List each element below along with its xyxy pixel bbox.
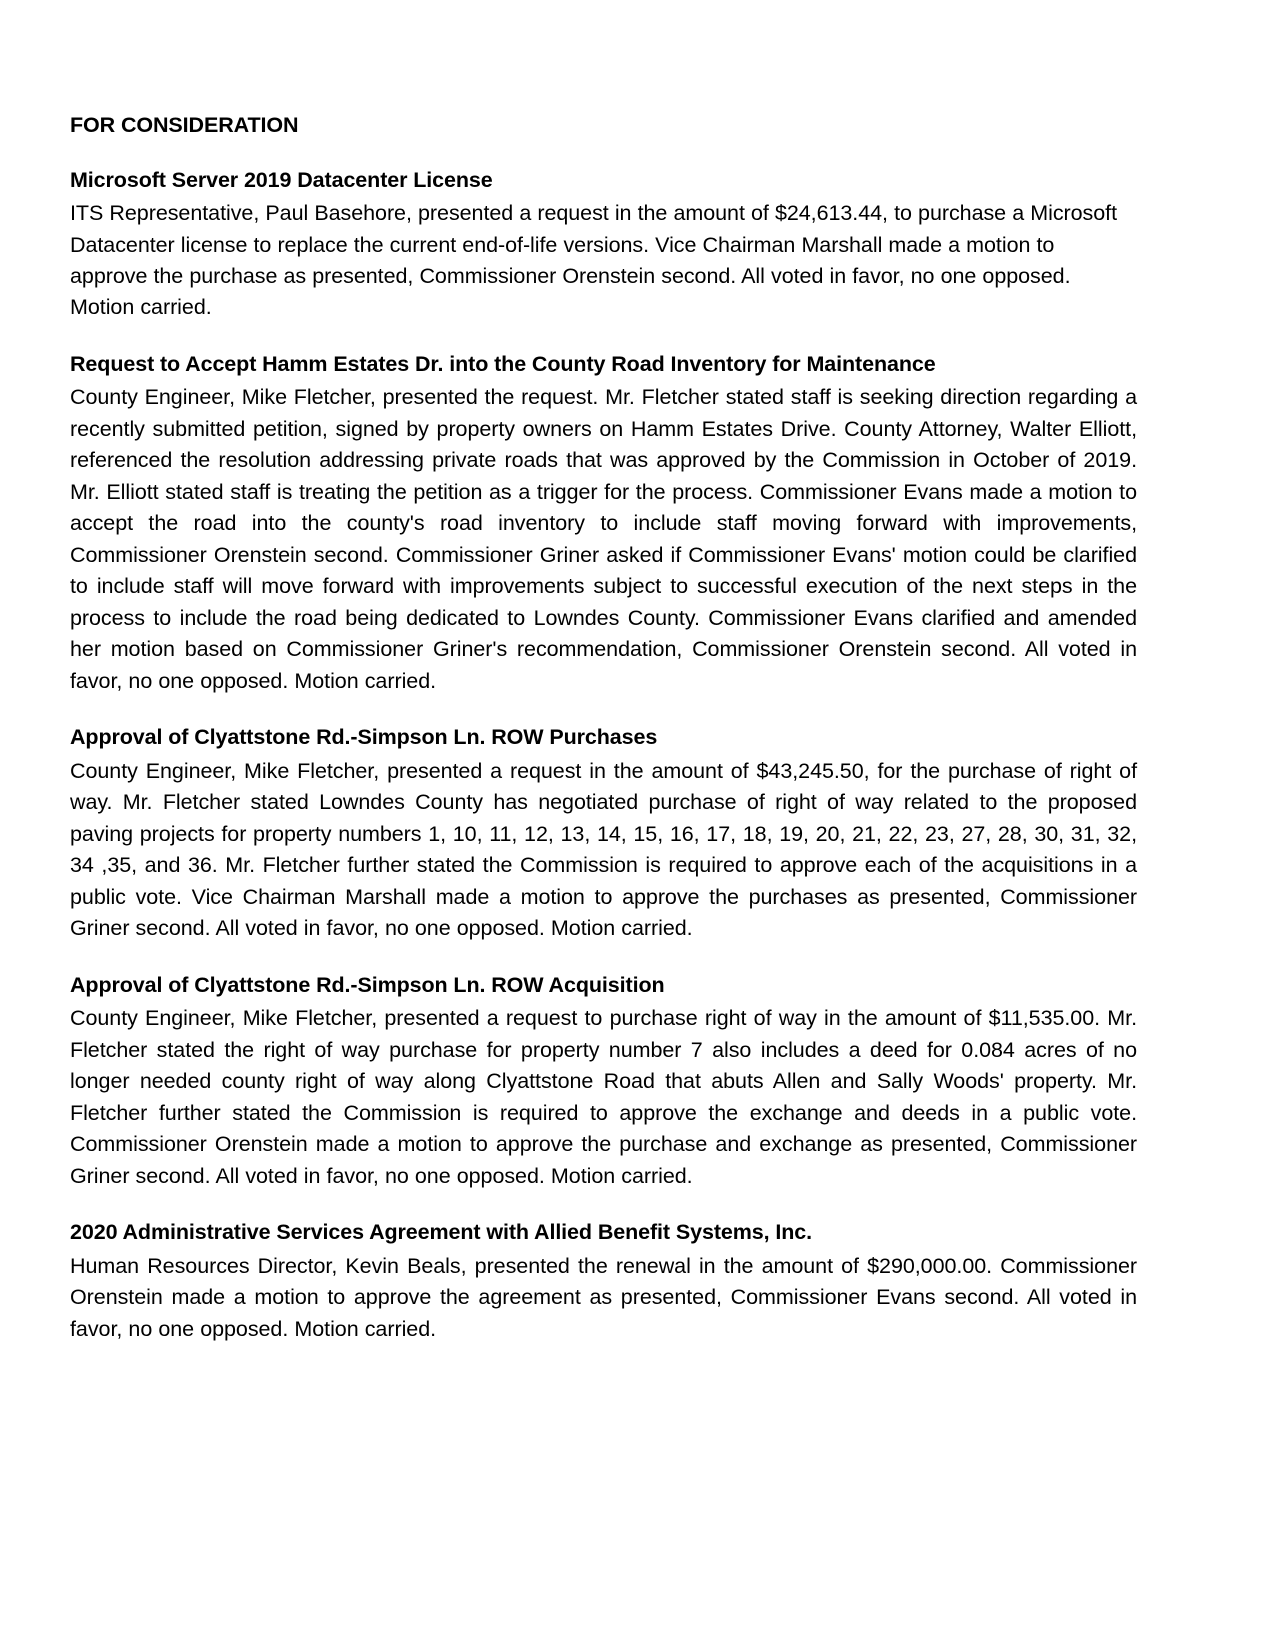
section-heading: Microsoft Server 2019 Datacenter License <box>70 167 493 192</box>
document-body <box>70 112 1137 1345</box>
section-heading: Approval of Clyattstone Rd.-Simpson Ln. ROW Acquisition <box>70 972 665 997</box>
section-heading: 2020 Administrative Services Agreement with Allied Benefit Systems, Inc. <box>70 1220 812 1245</box>
section-paragraph: ITS Representative, Paul Basehore, presented a request in the amount of $24,613.44, to purchase a Microsoft Datacenter license to replace the current end-of-life versions. Vice Chairman Marshall made a motion to approve the purchase as presented, Commissioner Orenstein second. All voted in favor, no one opposed. Motion carried. <box>70 201 1118 320</box>
section-heading: Approval of Clyattstone Rd.-Simpson Ln. ROW Purchases <box>70 725 658 750</box>
page-title: FOR CONSIDERATION <box>70 113 299 137</box>
section-paragraph: County Engineer, Mike Fletcher, presented a request in the amount of $43,245.50, for the purchase of right of way. Mr. Fletcher stated Lowndes County has negotiated purchase of right of way related to the proposed paving projects for property numbers 1, 10, 11, 12, 13, 14, 15, 16, 17, 18, 19, 20, 21, 22, 23, 27, 28, 30, 31, 32, 34 ,35, and 36. Mr. Fletcher further stated the Commission is required to approve each of the acquisitions in a public vote. Vice Chairman Marshall made a motion to approve the purchases as presented, Commissioner Griner second. All voted in favor, no one opposed. Motion carried. <box>70 758 1137 941</box>
section-paragraph: County Engineer, Mike Fletcher, presented the request. Mr. Fletcher stated staff is seeking direction regarding a recently submitted petition, signed by property owners on Hamm Estates Drive. County Attorney, Walter Elliott, referenced the resolution addressing private roads that was approved by the Commission in October of 2019. Mr. Elliott stated staff is treating the petition as a trigger for the process. Commissioner Evans made a motion to accept the road into the county's road inventory to include staff moving forward with improvements, Commissioner Orenstein second. Commissioner Griner asked if Commissioner Evans' motion could be clarified to include staff will move forward with improvements subject to successful execution of the next steps in the process to include the road being dedicated to Lowndes County. Commissioner Evans clarified and amended her motion based on Commissioner Griner's recommendation, Commissioner Orenstein second. All voted in favor, no one opposed. Motion carried. <box>70 385 1137 693</box>
section-clyattstone-row-acquisition <box>70 972 1137 1192</box>
section-microsoft-server-license <box>70 167 1137 324</box>
section-paragraph: Human Resources Director, Kevin Beals, presented the renewal in the amount of $290,000.00. Commissioner Orenstein made a motion to approve the agreement as presented, Commissioner Evans second. All voted in favor, no one opposed. Motion carried. <box>70 1253 1137 1341</box>
section-administrative-services-agreement <box>70 1219 1137 1345</box>
section-clyattstone-row-purchases <box>70 724 1137 944</box>
section-hamm-estates-road-inventory <box>70 351 1137 697</box>
section-paragraph: County Engineer, Mike Fletcher, presented a request to purchase right of way in the amount of $11,535.00. Mr. Fletcher stated the right of way purchase for property number 7 also includes a deed for 0.084 acres of no longer needed county right of way along Clyattstone Road that abuts Allen and Sally Woods' property. Mr. Fletcher further stated the Commission is required to approve the exchange and deeds in a public vote. Commissioner Orenstein made a motion to approve the purchase and exchange as presented, Commissioner Griner second. All voted in favor, no one opposed. Motion carried. <box>70 1006 1137 1188</box>
section-heading: Request to Accept Hamm Estates Dr. into the County Road Inventory for Maintenance <box>70 351 936 376</box>
